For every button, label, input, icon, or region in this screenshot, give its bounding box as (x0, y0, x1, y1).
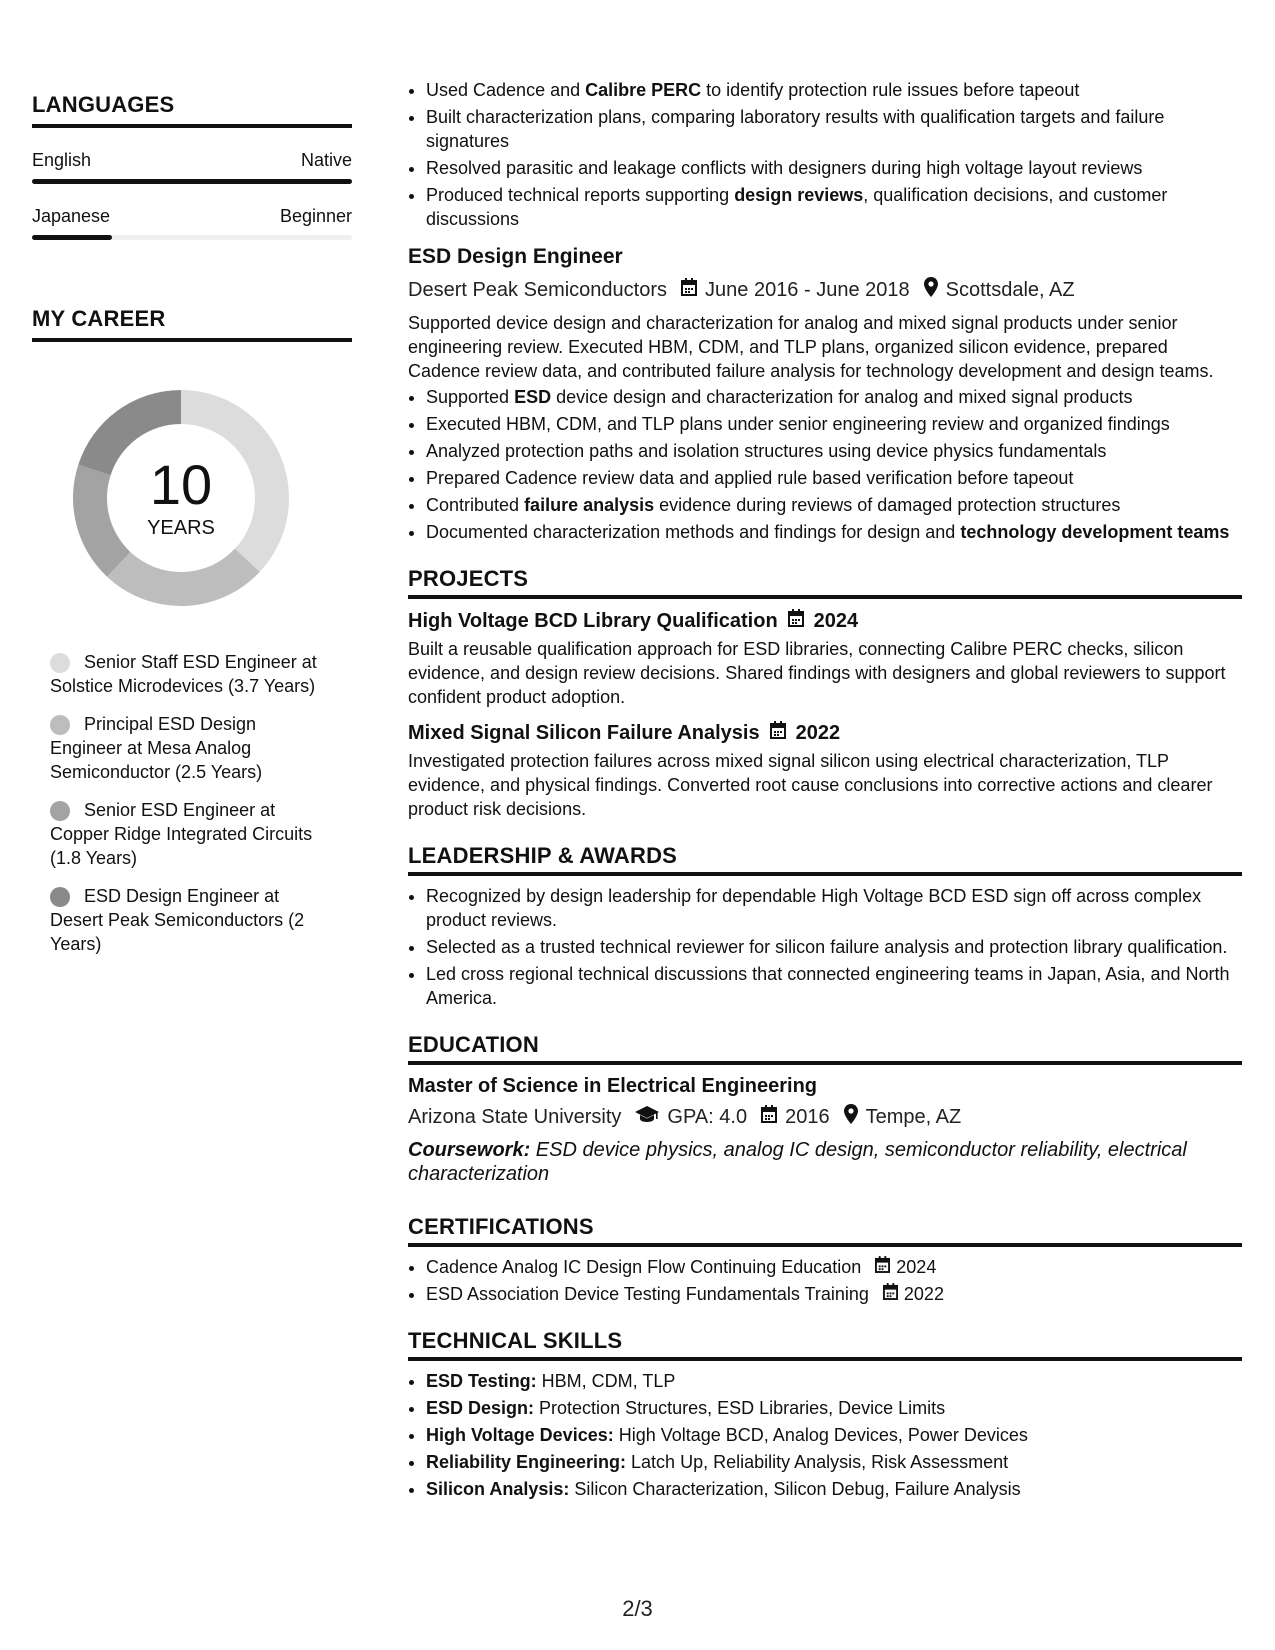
education-heading: EDUCATION (408, 1032, 1242, 1065)
bullet-text: Resolved parasitic and leakage conflicts with designers during high voltage layout reviews (426, 158, 1143, 178)
certification-name: • ESD Association Device Testing Fundamentals Training (426, 1284, 869, 1304)
skill-label: High Voltage Devices: (426, 1425, 614, 1445)
education-coursework (408, 1138, 1242, 1186)
certifications-heading: CERTIFICATIONS (408, 1214, 1242, 1247)
language-bar (32, 235, 352, 240)
legend-item (50, 712, 330, 784)
bullet-text: Supported (426, 387, 515, 407)
skills-heading: TECHNICAL SKILLS (408, 1328, 1242, 1361)
calendar-icon (788, 609, 804, 633)
job-meta (408, 277, 1242, 303)
language-name: English (32, 150, 92, 170)
legend-label: ESD Design Engineer at Desert Peak Semiconductors (2 Years) (50, 886, 305, 954)
skill-label: Reliability Engineering: (426, 1452, 627, 1472)
skill-item (426, 1450, 1242, 1474)
bullet-text: Contributed (426, 495, 525, 515)
calendar-icon (681, 278, 697, 302)
education-meta (408, 1104, 1242, 1130)
bullet-text: Analyzed protection paths and isolation structures using device physics fundamentals (426, 441, 1107, 461)
skill-item (426, 1477, 1242, 1501)
bullet-item (426, 493, 1242, 517)
coursework-text: ESD device physics, analog IC design, semiconductor reliability, electrical characterization (408, 1139, 1187, 1185)
bullet-bold: technology development teams (960, 522, 1230, 542)
location-pin-icon (844, 1104, 858, 1130)
calendar-icon (883, 1282, 898, 1306)
previous-job-bullets (408, 78, 1242, 231)
skill-label: Silicon Analysis: (426, 1479, 570, 1499)
legend-label: Senior Staff ESD Engineer at Solstice Microdevices (3.7 Years) (50, 652, 317, 696)
legend-dot (50, 801, 70, 821)
project-item (408, 609, 1242, 709)
bullet-text: Prepared Cadence review data and applied rule based verification before tapeout (426, 468, 1074, 488)
languages-heading: LANGUAGES (32, 92, 352, 128)
location-pin-icon (924, 277, 938, 303)
legend-dot (50, 653, 70, 673)
project-item (408, 721, 1242, 821)
language-level: Beginner (279, 206, 352, 226)
project-year: 2022 (795, 721, 841, 744)
graduation-cap-icon (635, 1105, 659, 1129)
legend-dot (50, 887, 70, 907)
project-name: High Voltage BCD Library Qualification (408, 609, 778, 632)
legend-dot (50, 715, 70, 735)
bullet-text: , qualification decisions, and customer discussions (426, 185, 1168, 229)
bullet-item (426, 183, 1242, 231)
bullet-item (426, 156, 1242, 180)
bullet-bold: failure analysis (524, 495, 655, 515)
bullet-text: device design and characterization for analog and mixed signal products (551, 387, 1133, 407)
job-dates: June 2016 - June 2018 (705, 278, 910, 301)
bullet-bold: Calibre PERC (585, 80, 702, 100)
job-company: Desert Peak Semiconductors (408, 278, 668, 301)
project-year: 2024 (813, 609, 859, 632)
skills-list (408, 1369, 1242, 1501)
education-year: 2016 (785, 1105, 830, 1128)
job-summary: Supported device design and characterization for analog and mixed signal products under senior engineering review. Executed HBM, CDM, and TLP plans, organized silicon evidence, prepared Cadence review data, and contributed failure analysis for technology development and design teams. (408, 313, 1214, 381)
career-legend (50, 650, 330, 956)
legend-label: Principal ESD Design Engineer at Mesa Analog Semiconductor (2.5 Years) (50, 714, 263, 782)
bullet-item (426, 439, 1242, 463)
legend-item (50, 798, 330, 870)
skill-item (426, 1423, 1242, 1447)
language-name: Japanese (32, 206, 111, 226)
bullet-text: Documented characterization methods and findings for design and (426, 522, 961, 542)
bullet-text: Used Cadence and (426, 80, 586, 100)
coursework-label: Coursework: (408, 1139, 531, 1161)
language-level: Native (300, 150, 352, 170)
calendar-icon (761, 1105, 777, 1129)
project-description: Investigated protection failures across mixed signal silicon using electrical characterization, TLP evidence, and physical findings. Converted root cause conclusions into corrective actions and clearer product risk decisions. (408, 751, 1213, 819)
bullet-text: Executed HBM, CDM, and TLP plans under senior engineering review and organized findings (426, 414, 1170, 434)
leadership-item: • Led cross regional technical discussions that connected engineering teams in Japan, Asia, and North America. (426, 962, 1242, 1010)
skill-label: ESD Design: (426, 1398, 535, 1418)
right-column (408, 78, 1242, 1504)
career-total-years: 10 (149, 452, 213, 516)
education-school: Arizona State University (408, 1105, 622, 1128)
bullet-item (426, 412, 1242, 436)
skill-item (426, 1396, 1242, 1420)
left-column (32, 92, 352, 970)
skill-value: HBM, CDM, TLP (536, 1371, 676, 1391)
career-heading: MY CAREER (32, 306, 352, 342)
page-number: 2/3 (622, 1596, 653, 1621)
leadership-item: • Selected as a trusted technical reviewer for silicon failure analysis and protection library qualification. (426, 935, 1242, 959)
certifications-list (408, 1255, 1242, 1306)
bullet-text: Built characterization plans, comparing laboratory results with qualification targets and failure signatures (426, 107, 1165, 151)
bullet-item (426, 520, 1242, 544)
language-item (32, 206, 352, 240)
leadership-item: • Recognized by design leadership for dependable High Voltage BCD ESD sign off across complex product reviews. (426, 884, 1242, 932)
bullet-text: to identify protection rule issues before tapeout (701, 80, 1080, 100)
skill-value: Latch Up, Reliability Analysis, Risk Assessment (626, 1452, 1009, 1472)
bullet-bold: ESD (514, 387, 552, 407)
certification-name: • Cadence Analog IC Design Flow Continuing Education (426, 1257, 862, 1277)
career-total-unit: YEARS (147, 516, 215, 539)
education-location: Tempe, AZ (865, 1105, 962, 1128)
legend-label: Senior ESD Engineer at Copper Ridge Integrated Circuits (1.8 Years) (50, 800, 313, 868)
bullet-item (426, 78, 1242, 102)
skill-label: ESD Testing: (426, 1371, 537, 1391)
language-item (32, 150, 352, 184)
certification-item (426, 1255, 1242, 1279)
leadership-list (408, 884, 1242, 1010)
language-bar-fill (32, 179, 352, 184)
leadership-heading: LEADERSHIP & AWARDS (408, 843, 1242, 876)
bullet-bold: design reviews (734, 185, 864, 205)
job-title: ESD Design Engineer (408, 245, 623, 268)
legend-item (50, 884, 330, 956)
skill-item (426, 1369, 1242, 1393)
bullet-item (426, 105, 1242, 153)
skill-value: Silicon Characterization, Silicon Debug, Failure Analysis (569, 1479, 1021, 1499)
calendar-icon (770, 721, 786, 745)
projects-heading: PROJECTS (408, 566, 1242, 599)
bullet-item (426, 466, 1242, 490)
career-donut-chart (65, 382, 297, 614)
bullet-text: evidence during reviews of damaged protection structures (654, 495, 1121, 515)
calendar-icon (875, 1255, 890, 1279)
skill-value: Protection Structures, ESD Libraries, Device Limits (534, 1398, 946, 1418)
language-bar-fill (32, 235, 112, 240)
project-name: Mixed Signal Silicon Failure Analysis (408, 721, 760, 744)
job-bullets (408, 385, 1242, 544)
language-bar (32, 179, 352, 184)
job-location: Scottsdale, AZ (945, 278, 1075, 301)
certification-year: 2024 (896, 1257, 937, 1277)
legend-item (50, 650, 330, 698)
donut-center (65, 382, 297, 614)
education-degree: Master of Science in Electrical Engineering (408, 1075, 818, 1097)
bullet-text: Produced technical reports supporting (426, 185, 735, 205)
certification-item (426, 1282, 1242, 1306)
certification-year: 2022 (903, 1284, 944, 1304)
bullet-item (426, 385, 1242, 409)
education-gpa: GPA: 4.0 (667, 1105, 748, 1128)
project-description: Built a reusable qualification approach for ESD libraries, connecting Calibre PERC checks, silicon evidence, and design review decisions. Shared findings with designers and global reviewers to support confident product adoption. (408, 639, 1226, 707)
skill-value: High Voltage BCD, Analog Devices, Power Devices (613, 1425, 1028, 1445)
